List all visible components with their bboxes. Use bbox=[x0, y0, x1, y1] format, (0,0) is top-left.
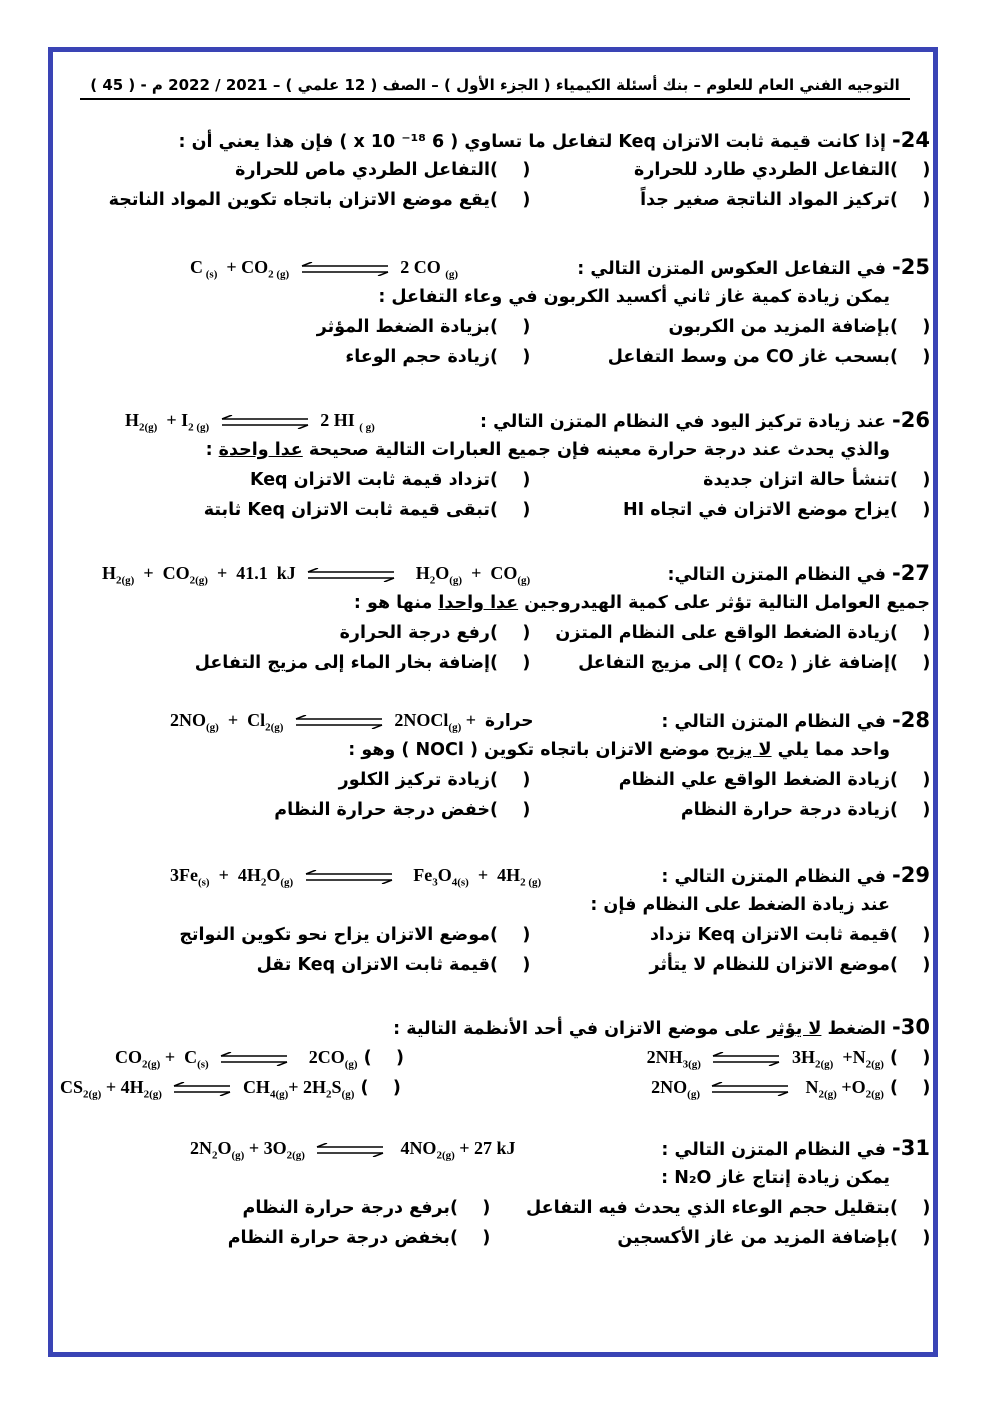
option[interactable]: ( )تركيز المواد الناتجة صغير جداً bbox=[640, 190, 931, 210]
chemical-equation: C $_{(s)} + CO_{2 (g)}$ 2 CO $_{(g)}$ bbox=[190, 257, 459, 281]
option[interactable]: ( )بإضافة المزيد من الكربون bbox=[668, 317, 931, 337]
equilibrium-arrow-icon bbox=[219, 1052, 289, 1066]
question-text: عند زيادة الضغط على النظام فإن : bbox=[590, 895, 890, 915]
question-30 bbox=[55, 1012, 930, 1102]
chemical-equation: $2NH_{3(g)}$ $3H_{2(g)} +N_{2(g)}$ bbox=[646, 1047, 884, 1071]
equilibrium-arrow-icon bbox=[220, 415, 310, 429]
options-row bbox=[60, 920, 930, 950]
option[interactable]: ( )زيادة الضغط الواقع علي النظام bbox=[618, 770, 931, 790]
option[interactable]: ( )تزداد قيمة ثابت الاتزان Keq bbox=[249, 470, 531, 490]
option[interactable]: ( )تبقى قيمة ثابت الاتزان Keq ثابتة bbox=[203, 500, 531, 520]
option[interactable]: ( )موضع الاتزان للنظام لا يتأثر bbox=[649, 955, 931, 975]
option[interactable]: ( )التفاعل الطردي ماص للحرارة bbox=[235, 160, 531, 180]
chemical-equation: $2N_2O_{(g)} + 3O_{2(g)}$ $4NO_{2(g)} + 27$ kJ bbox=[190, 1138, 516, 1162]
options-row bbox=[60, 155, 930, 185]
question-text: يمكن زيادة كمية غاز ثاني أكسيد الكربون في وعاء التفاعل : bbox=[378, 287, 890, 307]
option[interactable]: ( )قيمة ثابت الاتزان Keq تزداد bbox=[649, 925, 931, 945]
equilibrium-arrow-icon bbox=[294, 715, 384, 729]
options-row bbox=[60, 618, 930, 648]
question-text: يمكن زيادة إنتاج غاز N₂O : bbox=[661, 1168, 890, 1188]
option[interactable]: ( )بسحب غاز CO من وسط التفاعل bbox=[607, 347, 931, 367]
options-row bbox=[60, 795, 930, 825]
option[interactable]: ( ) $2NO_{(g)}$ $N_{2(g)} +O_{2(g)}$ bbox=[651, 1077, 931, 1101]
options-row bbox=[60, 312, 930, 342]
options-row bbox=[60, 1193, 930, 1223]
option[interactable]: ( )زيادة درجة حرارة النظام bbox=[680, 800, 931, 820]
option[interactable]: ( )بتقليل حجم الوعاء الذي يحدث فيه التفاعل bbox=[526, 1198, 931, 1218]
option[interactable]: ( )تنشأ حالة اتزان جديدة bbox=[703, 470, 931, 490]
option[interactable]: ( ) $CS_{2(g)} + 4H_{2(g)}$ $CH_{4(g)}+ 2H_2S_{(g)}$ bbox=[60, 1077, 401, 1101]
options-row bbox=[60, 465, 930, 495]
option[interactable]: ( )زيادة تركيز الكلور bbox=[338, 770, 531, 790]
option[interactable]: ( )موضع الاتزان يزاح نحو تكوين النواتج bbox=[179, 925, 531, 945]
equilibrium-arrow-icon bbox=[315, 1143, 385, 1157]
question-stem: 28- في النظام المتزن التالي : $2NO_{(g)} + Cl_{2(g)}$ 2NOCl$_{(g)}$ + حرارة bbox=[60, 705, 930, 735]
options-row bbox=[60, 1223, 930, 1253]
option[interactable]: ( )التفاعل الطردي طارد للحرارة bbox=[634, 160, 931, 180]
question-stem: 25- في التفاعل العكوس المتزن التالي : C $_{(s)} + CO_{2 (g)}$ 2 CO $_{(g)}$ bbox=[60, 252, 930, 282]
equilibrium-arrow-icon bbox=[304, 870, 394, 884]
question-text: جميع العوامل التالية تؤثر على كمية الهيدروجين عدا واحدا منها هو : bbox=[353, 593, 930, 613]
question-stem: 31- في النظام المتزن التالي : $2N_2O_{(g)} + 3O_{2(g)}$ $4NO_{2(g)} + 27$ kJ bbox=[60, 1133, 930, 1163]
equilibrium-arrow-icon bbox=[306, 568, 396, 582]
options-row bbox=[60, 495, 930, 525]
question-text: واحد مما يلي لا يزيح موضع الاتزان باتجاه تكوين ( NOCl ) وهو : bbox=[348, 740, 890, 760]
options-row bbox=[60, 648, 930, 678]
chemical-equation: $H_{2(g)} + CO_{2(g)} + 41.1$ kJ $H_2O_{(g)} + CO_{(g)}$ bbox=[102, 563, 531, 587]
option[interactable]: ( ) $CO_{2(g)} + C_{(s)}$ $2CO_{(g)}$ bbox=[115, 1047, 404, 1071]
option[interactable]: ( ) $2NH_{3(g)}$ $3H_{2(g)} +N_{2(g)}$ bbox=[646, 1047, 931, 1071]
option[interactable]: ( )زيادة حجم الوعاء bbox=[345, 347, 531, 367]
option[interactable]: ( )رفع درجة الحرارة bbox=[339, 623, 531, 643]
chemical-equation: $CS_{2(g)} + 4H_{2(g)}$ $CH_{4(g)}+ 2H_2S_{(g)}$ bbox=[60, 1077, 355, 1101]
options-row bbox=[60, 950, 930, 980]
question-31 bbox=[60, 1133, 930, 1253]
chemical-equation: $2NO_{(g)}$ $N_{2(g)} +O_{2(g)}$ bbox=[651, 1077, 884, 1101]
options-row bbox=[60, 185, 930, 215]
question-stem: 29- في النظام المتزن التالي : $3Fe_{(s)} + 4H_2O_{(g)}$ $Fe_3O_{4(s)} + 4H_{2 (g)}$ bbox=[60, 860, 930, 890]
option[interactable]: ( )إضافة غاز ( CO₂ ) إلى مزيج التفاعل bbox=[578, 653, 931, 673]
question-stem: 30- الضغط لا يؤثر على موضع الاتزان في أحد الأنظمة التالية : bbox=[393, 1015, 930, 1039]
question-stem: 26- عند زيادة تركيز اليود في النظام المتزن التالي : $H_{2(g)} + I_{2 (g)}$ 2 HI $_{( g)}$ bbox=[60, 405, 930, 435]
option[interactable]: ( )قيمة ثابت الاتزان Keq تقل bbox=[256, 955, 531, 975]
chemical-equation: $2NO_{(g)} + Cl_{2(g)}$ 2NOCl$_{(g)}$ + حرارة bbox=[170, 710, 534, 734]
option[interactable]: ( )بخفض درجة حرارة النظام bbox=[227, 1228, 491, 1248]
option[interactable]: ( )زيادة الضغط الواقع على النظام المتزن bbox=[555, 623, 931, 643]
equilibrium-arrow-icon bbox=[300, 262, 390, 276]
option[interactable]: ( )يقع موضع الاتزان باتجاه تكوين المواد الناتجة bbox=[108, 190, 531, 210]
option[interactable]: ( )بإضافة المزيد من غاز الأكسجين bbox=[617, 1228, 931, 1248]
options-row bbox=[55, 1042, 930, 1072]
chemical-equation: $H_{2(g)} + I_{2 (g)}$ 2 HI $_{( g)}$ bbox=[125, 410, 375, 434]
option[interactable]: ( )يزاح موضع الاتزان في اتجاه HI bbox=[622, 500, 931, 520]
equilibrium-arrow-icon bbox=[711, 1052, 781, 1066]
question-28 bbox=[60, 705, 930, 825]
chemical-equation: $3Fe_{(s)} + 4H_2O_{(g)}$ $Fe_3O_{4(s)} + 4H_{2 (g)}$ bbox=[170, 865, 542, 889]
page-header: التوجيه الفني العام للعلوم – بنك أسئلة الكيمياء ( الجزء الأول ) – الصف ( 12 علمي ) – 2021 / 2022 م - ( 45 ) bbox=[80, 72, 910, 100]
question-text: والذي يحدث عند درجة حرارة معينه فإن جميع العبارات التالية صحيحة عدا واحدة : bbox=[205, 440, 890, 460]
question-26 bbox=[60, 405, 930, 525]
equilibrium-arrow-icon bbox=[710, 1082, 790, 1096]
options-row bbox=[55, 1072, 930, 1102]
options-row bbox=[60, 342, 930, 372]
equilibrium-arrow-icon bbox=[172, 1082, 232, 1096]
option[interactable]: ( )بزيادة الضغط المؤثر bbox=[316, 317, 531, 337]
option[interactable]: ( )إضافة بخار الماء إلى مزيج التفاعل bbox=[194, 653, 531, 673]
question-29 bbox=[60, 860, 930, 980]
options-row bbox=[60, 765, 930, 795]
question-25 bbox=[60, 252, 930, 372]
question-27 bbox=[60, 558, 930, 678]
question-stem: 24- إذا كانت قيمة ثابت الاتزان Keq لتفاعل ما تساوي ( 6 x 10 ⁻¹⁸ ) فإن هذا يعني أن : bbox=[178, 128, 930, 152]
option[interactable]: ( )خفض درجة حرارة النظام bbox=[274, 800, 531, 820]
question-24 bbox=[60, 125, 930, 215]
option[interactable]: ( )برفع درجة حرارة النظام bbox=[242, 1198, 491, 1218]
question-stem: 27- في النظام المتزن التالي: $H_{2(g)} + CO_{2(g)} + 41.1$ kJ $H_2O_{(g)} + CO_{(g)}$ bbox=[60, 558, 930, 588]
chemical-equation: $CO_{2(g)} + C_{(s)}$ $2CO_{(g)}$ bbox=[115, 1047, 358, 1071]
